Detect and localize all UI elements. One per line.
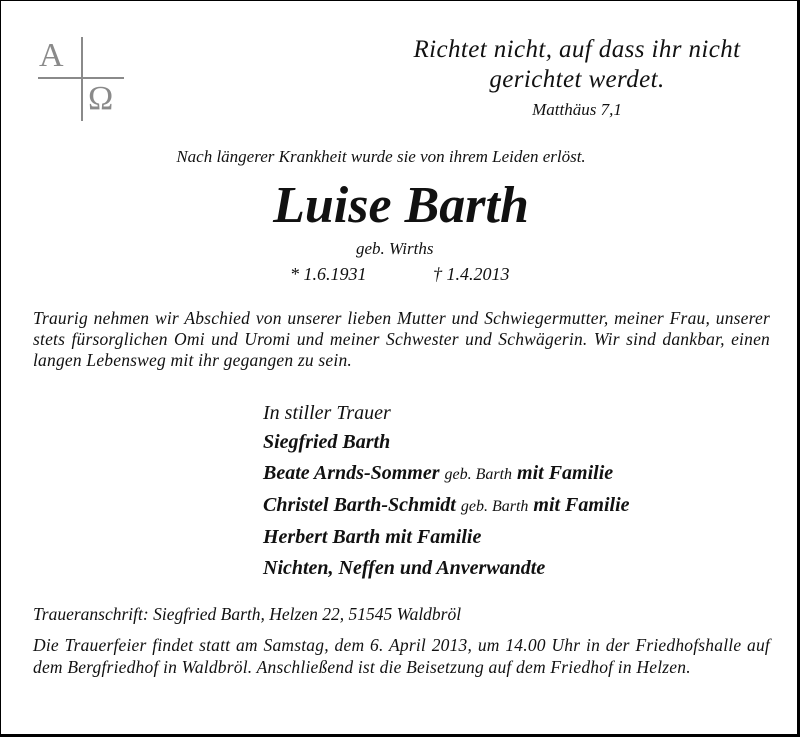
mourning-heading: In stiller Trauer xyxy=(263,402,391,424)
mourners-list xyxy=(263,399,630,584)
mourner-row xyxy=(263,458,630,490)
alpha-omega-emblem xyxy=(34,34,126,124)
farewell-paragraph: Traurig nehmen wir Abschied von unserer lieben Mutter und Schwiegermutter, meiner Frau, unserer stets fürsorglichen Omi und Uromi und meiner Schwester und Schwägerin. Wir sind dankbar, einen langen Lebensweg mit ihr gegangen zu sein. xyxy=(33,308,770,370)
quote-source: Matthäus 7,1 xyxy=(532,100,622,119)
quote-line-2: gerichtet werdet. xyxy=(489,66,665,93)
alpha-glyph: A xyxy=(39,37,64,74)
mourner-row xyxy=(263,427,630,458)
mourner-birth-note: geb. Barth xyxy=(460,498,529,515)
omega-glyph: Ω xyxy=(88,80,114,117)
deceased-name: Luise Barth xyxy=(273,177,529,234)
mourner-name: Christel Barth-Schmidt xyxy=(263,494,456,516)
ceremony-paragraph: Die Trauerfeier findet statt am Samstag, dem 6. April 2013, um 14.00 Uhr in der Friedhofshalle auf dem Bergfriedhof in Waldbröl. Anschließend ist die Beisetzung auf dem Friedhof in Helzen. xyxy=(33,635,770,677)
mourner-suffix: mit Familie xyxy=(517,462,614,484)
birth-name: geb. Wirths xyxy=(356,239,434,258)
bible-quote xyxy=(381,35,773,123)
mourner-birth-note: geb. Barth xyxy=(444,466,513,483)
mourning-address: Traueranschrift: Siegfried Barth, Helzen 22, 51545 Waldbröl xyxy=(33,604,462,624)
quote-line-1: Richtet nicht, auf dass ihr nicht xyxy=(413,36,741,63)
life-dates xyxy=(290,264,510,285)
mourner-row xyxy=(263,490,630,522)
mourner-suffix: mit Familie xyxy=(533,494,630,516)
mourner-row xyxy=(263,522,630,553)
mourner-name: Beate Arnds-Sommer xyxy=(263,462,440,484)
birth-date: * 1.6.1931 xyxy=(290,264,367,284)
mourner-name: Siegfried Barth xyxy=(263,431,391,453)
mourner-row xyxy=(263,553,630,584)
mourner-name: Nichten, Neffen und Anverwandte xyxy=(263,557,546,579)
death-date: † 1.4.2013 xyxy=(433,264,510,284)
intro-text: Nach längerer Krankheit wurde sie von ihrem Leiden erlöst. xyxy=(176,147,586,166)
mourner-name: Herbert Barth mit Familie xyxy=(263,526,482,548)
emblem-cross-vertical xyxy=(81,37,83,121)
